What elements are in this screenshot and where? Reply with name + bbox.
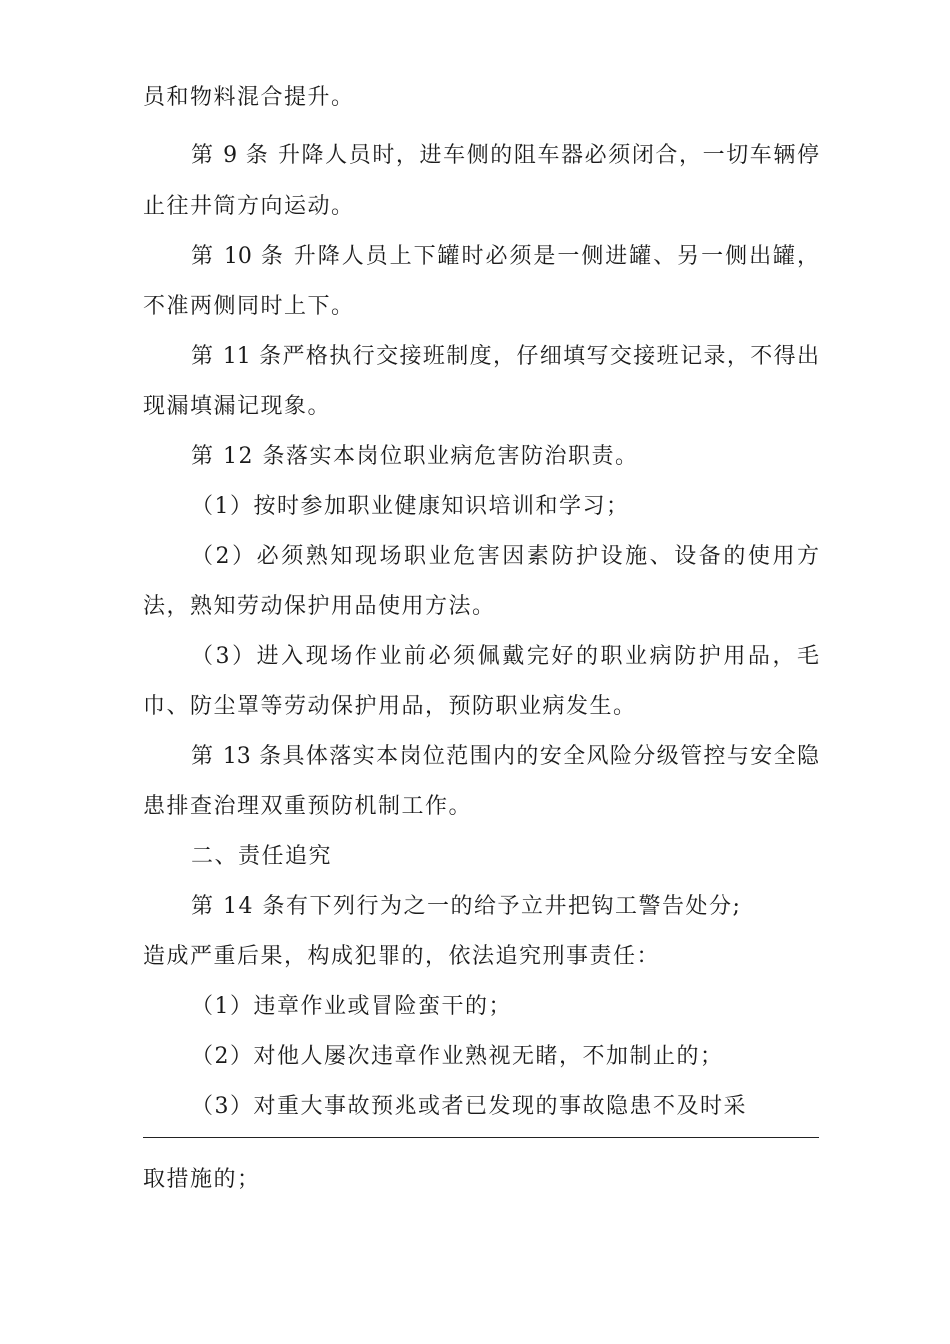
article-13-line-2: 患排查治理双重预防机制工作。 <box>143 794 473 819</box>
article-12-item-2-line-1: （2）必须熟知现场职业危害因素防护设施、设备的使用方 <box>191 544 819 569</box>
article-12-heading: 第 12 条落实本岗位职业病危害防治职责。 <box>191 444 639 469</box>
text-line: 员和物料混合提升。 <box>143 85 355 110</box>
article-14-item-3: （3）对重大事故预兆或者已发现的事故隐患不及时采 <box>191 1094 747 1119</box>
article-9-line-1: 第 9 条 升降人员时，进车侧的阻车器必须闭合，一切车辆停 <box>191 143 819 168</box>
article-10-line-2: 不准两侧同时上下。 <box>143 294 355 319</box>
footnote-line: 取措施的； <box>143 1167 261 1192</box>
article-11-line-1: 第 11 条严格执行交接班制度，仔细填写交接班记录，不得出 <box>191 344 819 369</box>
article-9-line-2: 止往井筒方向运动。 <box>143 194 355 219</box>
article-12-item-2-line-2: 法，熟知劳动保护用品使用方法。 <box>143 594 496 619</box>
article-13-line-1: 第 13 条具体落实本岗位范围内的安全风险分级管控与安全隐 <box>191 744 819 769</box>
article-12-item-3-line-1: （3）进入现场作业前必须佩戴完好的职业病防护用品，毛 <box>191 644 819 669</box>
article-14-line-1: 第 14 条有下列行为之一的给予立井把钩工警告处分; <box>191 894 742 919</box>
article-10-line-1: 第 10 条 升降人员上下罐时必须是一侧进罐、另一侧出罐， <box>191 244 819 269</box>
article-14-item-1: （1）违章作业或冒险蛮干的； <box>191 994 512 1019</box>
article-12-item-1: （1）按时参加职业健康知识培训和学习； <box>191 494 630 519</box>
article-14-line-2: 造成严重后果，构成犯罪的，依法追究刑事责任： <box>143 944 661 969</box>
page-divider <box>143 1137 819 1138</box>
article-12-item-3-line-2: 巾、防尘罩等劳动保护用品，预防职业病发生。 <box>143 694 637 719</box>
section-heading-responsibility: 二、责任追究 <box>191 844 333 869</box>
article-14-item-2: （2）对他人屡次违章作业熟视无睹，不加制止的； <box>191 1044 724 1069</box>
article-11-line-2: 现漏填漏记现象。 <box>143 394 332 419</box>
